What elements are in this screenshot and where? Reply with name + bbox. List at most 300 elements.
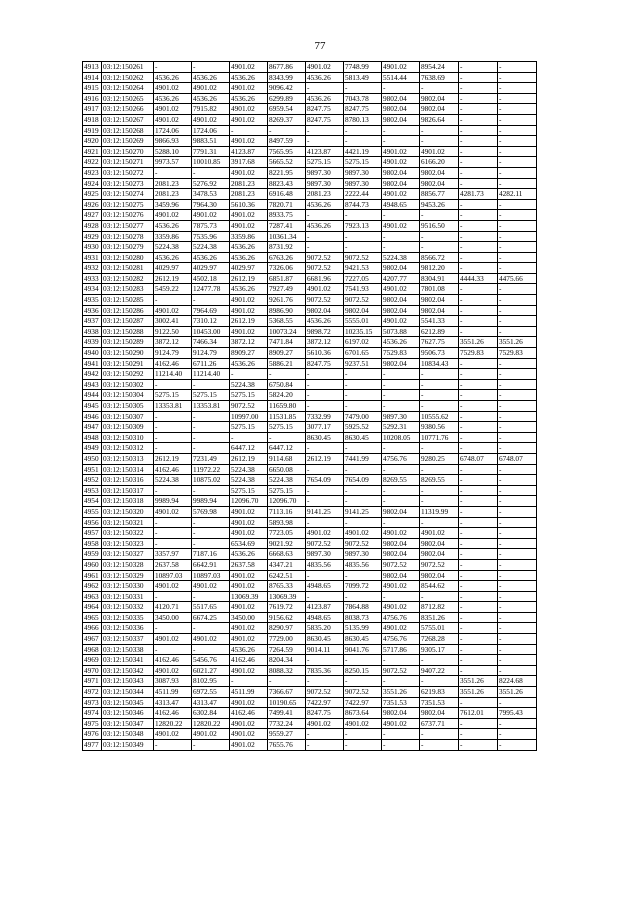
table-cell: -: [344, 729, 382, 740]
table-row: [83, 432, 537, 443]
table-cell: 4963: [83, 591, 102, 602]
table-cell: 5769.98: [192, 506, 230, 517]
table-cell: 5224.38: [230, 464, 268, 475]
table-cell: 2081.23: [230, 189, 268, 200]
table-cell: 7995.43: [498, 708, 537, 719]
table-cell: 2612.19: [230, 316, 268, 327]
table-cell: 5224.38: [268, 475, 306, 486]
table-cell: -: [344, 136, 382, 147]
table-cell: 4901.02: [230, 581, 268, 592]
table-cell: 5224.38: [230, 475, 268, 486]
table-cell: 4536.26: [154, 220, 192, 231]
table-cell: 5835.20: [306, 623, 344, 634]
table-cell: -: [306, 379, 344, 390]
table-row: [83, 475, 537, 486]
table-cell: 03:12:150302: [102, 379, 154, 390]
table-row: [83, 104, 537, 115]
table-cell: 03:12:150288: [102, 326, 154, 337]
table-cell: 4901.02: [344, 718, 382, 729]
table-cell: 4973: [83, 697, 102, 708]
table-cell: 13353.81: [192, 401, 230, 412]
page-number: 77: [314, 40, 326, 52]
table-cell: -: [498, 729, 537, 740]
table-cell: 03:12:150277: [102, 220, 154, 231]
table-cell: 4901.02: [192, 634, 230, 645]
table-cell: 10073.24: [268, 326, 306, 337]
table-cell: 7864.88: [344, 602, 382, 613]
table-cell: 03:12:150265: [102, 93, 154, 104]
table-cell: 03:12:150305: [102, 401, 154, 412]
table-cell: 7479.00: [344, 411, 382, 422]
table-cell: 9380.56: [420, 422, 459, 433]
table-cell: -: [459, 316, 498, 327]
table-cell: 4162.46: [230, 655, 268, 666]
table-cell: -: [382, 125, 420, 136]
table-row: [83, 538, 537, 549]
table-cell: 9897.30: [344, 549, 382, 560]
table-cell: 4756.76: [382, 453, 420, 464]
table-cell: 4421.19: [344, 146, 382, 157]
table-cell: -: [459, 623, 498, 634]
table-cell: 5275.15: [268, 422, 306, 433]
table-cell: 4901.02: [154, 305, 192, 316]
table-cell: 9802.04: [344, 305, 382, 316]
table-cell: 4964: [83, 602, 102, 613]
table-cell: 9305.17: [420, 644, 459, 655]
table-cell: 9802.04: [382, 570, 420, 581]
table-cell: -: [498, 634, 537, 645]
table-cell: 03:12:150266: [102, 104, 154, 115]
table-row: [83, 464, 537, 475]
table-cell: 9559.27: [268, 729, 306, 740]
table-cell: 6674.25: [192, 612, 230, 623]
table-cell: -: [459, 401, 498, 412]
table-cell: 4536.26: [192, 72, 230, 83]
table-cell: 3459.96: [154, 199, 192, 210]
table-cell: -: [306, 591, 344, 602]
table-cell: 03:12:150327: [102, 549, 154, 560]
table-cell: 7655.76: [268, 740, 306, 751]
table-cell: 7287.41: [268, 220, 306, 231]
table-cell: 6701.65: [344, 348, 382, 359]
table-row: [83, 559, 537, 570]
table-cell: 03:12:150317: [102, 485, 154, 496]
table-cell: -: [154, 528, 192, 539]
table-cell: 8102.95: [192, 676, 230, 687]
table-cell: -: [459, 104, 498, 115]
table-cell: 4969: [83, 655, 102, 666]
table-cell: 9072.52: [382, 665, 420, 676]
table-cell: 11214.40: [192, 369, 230, 380]
table-cell: 7268.28: [420, 634, 459, 645]
table-cell: 9802.04: [420, 570, 459, 581]
table-cell: -: [344, 83, 382, 94]
table-cell: -: [498, 528, 537, 539]
table-cell: 4901.02: [382, 718, 420, 729]
table-cell: -: [459, 252, 498, 263]
table-cell: -: [498, 93, 537, 104]
table-cell: 4536.26: [192, 252, 230, 263]
table-cell: 3551.26: [382, 687, 420, 698]
table-cell: 7915.82: [192, 104, 230, 115]
table-cell: -: [498, 358, 537, 369]
table-cell: 4901.02: [154, 114, 192, 125]
table-cell: 3917.68: [230, 157, 268, 168]
table-cell: -: [498, 284, 537, 295]
table-cell: 2637.58: [154, 559, 192, 570]
table-cell: 8351.26: [420, 612, 459, 623]
table-cell: -: [459, 655, 498, 666]
table-cell: -: [382, 136, 420, 147]
table-cell: -: [268, 432, 306, 443]
table-cell: -: [344, 369, 382, 380]
table-cell: 10208.05: [382, 432, 420, 443]
table-cell: 5541.33: [420, 316, 459, 327]
table-cell: -: [498, 210, 537, 221]
table-cell: 03:12:150323: [102, 538, 154, 549]
table-cell: 5813.49: [344, 72, 382, 83]
table-cell: 8038.73: [344, 612, 382, 623]
table-cell: 4933: [83, 273, 102, 284]
table-cell: 4901.02: [306, 528, 344, 539]
table-cell: -: [420, 242, 459, 253]
table-cell: 6763.26: [268, 252, 306, 263]
table-cell: 4901.02: [306, 718, 344, 729]
table-cell: -: [498, 231, 537, 242]
table-cell: 4901.02: [230, 517, 268, 528]
table-cell: 8247.75: [344, 104, 382, 115]
table-cell: 5275.15: [230, 390, 268, 401]
table-cell: -: [230, 125, 268, 136]
table-cell: -: [498, 496, 537, 507]
table-cell: -: [154, 740, 192, 751]
table-cell: 03:12:150278: [102, 231, 154, 242]
table-row: [83, 114, 537, 125]
table-row: [83, 136, 537, 147]
table-cell: 8544.62: [420, 581, 459, 592]
table-cell: 10453.00: [192, 326, 230, 337]
table-cell: 4536.26: [230, 284, 268, 295]
table-cell: -: [192, 644, 230, 655]
table-cell: -: [498, 718, 537, 729]
table-cell: -: [306, 390, 344, 401]
table-cell: 9802.04: [382, 305, 420, 316]
table-row: [83, 337, 537, 348]
table-cell: 4162.46: [154, 708, 192, 719]
table-cell: 4916: [83, 93, 102, 104]
table-cell: 4934: [83, 284, 102, 295]
table-cell: 6219.83: [420, 687, 459, 698]
table-cell: 03:12:150310: [102, 432, 154, 443]
table-cell: 9072.52: [344, 295, 382, 306]
table-cell: 4901.02: [230, 167, 268, 178]
table-cell: -: [459, 729, 498, 740]
table-cell: 03:12:150267: [102, 114, 154, 125]
table-cell: 10361.34: [268, 231, 306, 242]
table-cell: -: [382, 390, 420, 401]
table-cell: -: [498, 443, 537, 454]
table-cell: -: [420, 379, 459, 390]
table-cell: 12820.22: [154, 718, 192, 729]
table-cell: 03:12:150348: [102, 729, 154, 740]
table-cell: 03:12:150349: [102, 740, 154, 751]
table-cell: 4901.02: [382, 316, 420, 327]
table-cell: -: [498, 263, 537, 274]
table-cell: -: [192, 623, 230, 634]
table-cell: 8630.45: [306, 634, 344, 645]
table-cell: 4948.65: [306, 581, 344, 592]
table-cell: 5925.52: [344, 422, 382, 433]
table-cell: 4901.02: [420, 528, 459, 539]
table-cell: 13069.39: [268, 591, 306, 602]
table-cell: -: [459, 496, 498, 507]
table-cell: -: [306, 570, 344, 581]
table-cell: 4123.87: [230, 146, 268, 157]
table-cell: 4927: [83, 210, 102, 221]
table-cell: 4756.76: [382, 612, 420, 623]
table-row: [83, 602, 537, 613]
table-cell: 4162.46: [154, 464, 192, 475]
table-cell: 5135.99: [344, 623, 382, 634]
table-cell: 7820.71: [268, 199, 306, 210]
table-row: [83, 326, 537, 337]
table-cell: 4901.02: [382, 623, 420, 634]
table-row: [83, 740, 537, 751]
table-row: [83, 443, 537, 454]
table-cell: 7964.69: [192, 305, 230, 316]
table-cell: 03:12:150335: [102, 612, 154, 623]
table-cell: 5456.76: [192, 655, 230, 666]
table-cell: 4536.26: [306, 93, 344, 104]
table-cell: 7113.16: [268, 506, 306, 517]
table-cell: -: [498, 167, 537, 178]
table-cell: 10010.85: [192, 157, 230, 168]
table-cell: 03:12:150291: [102, 358, 154, 369]
table-cell: -: [382, 676, 420, 687]
table-cell: 03:12:150285: [102, 295, 154, 306]
table-cell: 7441.99: [344, 453, 382, 464]
table-cell: 4946: [83, 411, 102, 422]
table-cell: -: [306, 729, 344, 740]
table-cell: 4313.47: [192, 697, 230, 708]
table-cell: 8630.45: [344, 634, 382, 645]
table-cell: 4961: [83, 570, 102, 581]
table-cell: 7964.30: [192, 199, 230, 210]
table-cell: 4901.02: [230, 729, 268, 740]
table-cell: 4960: [83, 559, 102, 570]
table-cell: 6959.54: [268, 104, 306, 115]
table-cell: 4943: [83, 379, 102, 390]
table-cell: -: [498, 655, 537, 666]
table-cell: 9802.04: [420, 295, 459, 306]
table-cell: 3002.41: [154, 316, 192, 327]
table-cell: -: [344, 570, 382, 581]
table-cell: 4970: [83, 665, 102, 676]
table-cell: -: [192, 379, 230, 390]
table-cell: 4901.02: [154, 665, 192, 676]
table-cell: -: [498, 538, 537, 549]
table-cell: 7231.49: [192, 453, 230, 464]
table-cell: 03:12:150344: [102, 687, 154, 698]
table-cell: -: [230, 432, 268, 443]
table-cell: -: [192, 485, 230, 496]
table-cell: -: [498, 697, 537, 708]
table-cell: 8343.99: [268, 72, 306, 83]
table-cell: 12477.78: [192, 284, 230, 295]
table-cell: 5275.15: [192, 390, 230, 401]
table-cell: 9041.76: [344, 644, 382, 655]
table-cell: 4536.26: [306, 220, 344, 231]
table-cell: 11319.99: [420, 506, 459, 517]
table-cell: -: [459, 379, 498, 390]
table-cell: -: [306, 517, 344, 528]
table-cell: -: [154, 295, 192, 306]
table-cell: 7422.97: [344, 697, 382, 708]
table-cell: -: [498, 125, 537, 136]
table-cell: -: [382, 83, 420, 94]
table-cell: 5610.36: [230, 199, 268, 210]
table-cell: -: [420, 401, 459, 412]
table-cell: -: [154, 432, 192, 443]
table-cell: -: [154, 517, 192, 528]
table-cell: 9141.25: [306, 506, 344, 517]
table-cell: -: [382, 740, 420, 751]
table-cell: 5224.38: [230, 379, 268, 390]
table-cell: 6534.69: [230, 538, 268, 549]
table-cell: 4965: [83, 612, 102, 623]
table-cell: 9802.04: [382, 263, 420, 274]
table-row: [83, 411, 537, 422]
table-row: [83, 273, 537, 284]
table-cell: 4901.02: [382, 62, 420, 73]
table-cell: -: [498, 252, 537, 263]
table-cell: 8269.55: [420, 475, 459, 486]
table-row: [83, 549, 537, 560]
table-cell: -: [459, 740, 498, 751]
table-cell: -: [344, 676, 382, 687]
table-cell: 6447.12: [268, 443, 306, 454]
table-cell: 4901.02: [382, 284, 420, 295]
table-cell: 4925: [83, 189, 102, 200]
table-cell: 4901.02: [230, 665, 268, 676]
table-cell: 7835.36: [306, 665, 344, 676]
table-cell: 4959: [83, 549, 102, 560]
table-cell: 9897.30: [344, 178, 382, 189]
table-cell: 4756.76: [382, 634, 420, 645]
table-cell: -: [382, 401, 420, 412]
table-cell: 4944: [83, 390, 102, 401]
table-cell: 2081.23: [154, 189, 192, 200]
table-cell: 9072.52: [306, 263, 344, 274]
table-cell: -: [382, 369, 420, 380]
table-cell: 7638.69: [420, 72, 459, 83]
table-cell: 10555.62: [420, 411, 459, 422]
table-row: [83, 157, 537, 168]
table-cell: 4913: [83, 62, 102, 73]
table-cell: 10875.02: [192, 475, 230, 486]
table-cell: 9802.04: [420, 104, 459, 115]
table-cell: -: [154, 623, 192, 634]
table-cell: -: [459, 581, 498, 592]
table-cell: 03:12:150347: [102, 718, 154, 729]
table-cell: 13069.39: [230, 591, 268, 602]
table-cell: 4901.02: [382, 157, 420, 168]
table-cell: -: [459, 326, 498, 337]
table-cell: -: [420, 517, 459, 528]
table-cell: 4901.02: [230, 295, 268, 306]
table-cell: 5886.21: [268, 358, 306, 369]
table-cell: 4958: [83, 538, 102, 549]
table-cell: 5224.38: [192, 242, 230, 253]
table-cell: 9156.62: [268, 612, 306, 623]
table-cell: -: [154, 538, 192, 549]
table-cell: 8204.34: [268, 655, 306, 666]
table-cell: 4974: [83, 708, 102, 719]
table-cell: 4976: [83, 729, 102, 740]
table-row: [83, 422, 537, 433]
table-cell: -: [498, 199, 537, 210]
table-cell: 4901.02: [230, 210, 268, 221]
table-cell: 4930: [83, 242, 102, 253]
table-cell: -: [459, 549, 498, 560]
table-cell: -: [498, 295, 537, 306]
table-cell: 9973.57: [154, 157, 192, 168]
table-cell: 4347.21: [268, 559, 306, 570]
table-cell: 4120.71: [154, 602, 192, 613]
table-cell: 9802.04: [420, 538, 459, 549]
table-cell: 10834.43: [420, 358, 459, 369]
table-cell: 8677.86: [268, 62, 306, 73]
table-cell: -: [498, 220, 537, 231]
table-cell: 9261.76: [268, 295, 306, 306]
table-cell: 8744.73: [344, 199, 382, 210]
table-cell: 3551.26: [459, 676, 498, 687]
table-cell: 2081.23: [306, 189, 344, 200]
table-cell: 4919: [83, 125, 102, 136]
table-cell: 8224.68: [498, 676, 537, 687]
table-row: [83, 210, 537, 221]
table-cell: -: [306, 210, 344, 221]
table-cell: -: [420, 369, 459, 380]
table-cell: 03:12:150268: [102, 125, 154, 136]
table-cell: -: [459, 559, 498, 570]
table-cell: 4935: [83, 295, 102, 306]
table-cell: 03:12:150272: [102, 167, 154, 178]
table-cell: -: [306, 496, 344, 507]
table-cell: -: [459, 602, 498, 613]
table-cell: 03:12:150270: [102, 146, 154, 157]
table-cell: 03:12:150321: [102, 517, 154, 528]
table-cell: 7729.00: [268, 634, 306, 645]
table-cell: 7535.96: [192, 231, 230, 242]
table-row: [83, 93, 537, 104]
table-cell: 9237.51: [344, 358, 382, 369]
table-row: [83, 591, 537, 602]
table-cell: 9072.52: [306, 252, 344, 263]
table-cell: 9802.04: [306, 305, 344, 316]
table-cell: 9021.92: [268, 538, 306, 549]
table-cell: -: [420, 485, 459, 496]
table-cell: 03:12:150276: [102, 210, 154, 221]
table-cell: 9866.93: [154, 136, 192, 147]
table-cell: 8954.24: [420, 62, 459, 73]
table-cell: 4967: [83, 634, 102, 645]
table-cell: 7499.41: [268, 708, 306, 719]
table-cell: 6642.91: [192, 559, 230, 570]
table-cell: -: [498, 475, 537, 486]
table-cell: 4901.02: [344, 528, 382, 539]
table-cell: -: [498, 157, 537, 168]
